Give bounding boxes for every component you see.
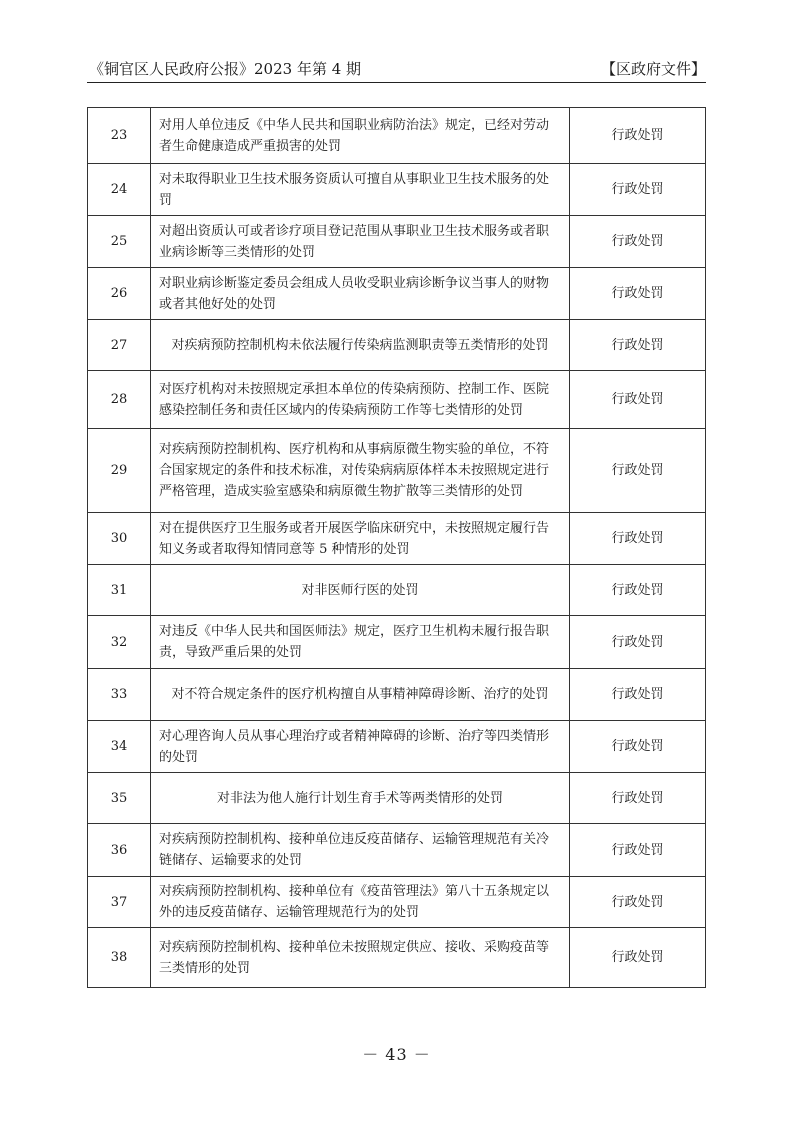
item-number: 28 xyxy=(88,371,151,429)
item-description: 对未取得职业卫生技术服务资质认可擅自从事职业卫生技术服务的处罚 xyxy=(159,171,550,208)
item-description: 对疾病预防控制机构、接种单位未按照规定供应、接收、采购疫苗等三类情形的处罚 xyxy=(159,939,550,976)
item-description-cell xyxy=(151,824,570,877)
item-description-cell xyxy=(151,721,570,773)
item-number: 35 xyxy=(88,773,151,824)
item-description: 对疾病预防控制机构未依法履行传染病监测职责等五类情形的处罚 xyxy=(171,337,549,353)
item-number: 33 xyxy=(88,669,151,721)
item-type: 行政处罚 xyxy=(570,928,706,988)
item-description-cell xyxy=(151,268,570,320)
item-type: 行政处罚 xyxy=(570,164,706,216)
table-row xyxy=(88,565,706,616)
table-row xyxy=(88,513,706,565)
table-row xyxy=(88,928,706,988)
item-description: 对疾病预防控制机构、接种单位违反疫苗储存、运输管理规范有关冷链储存、运输要求的处罚 xyxy=(159,832,550,868)
table-row xyxy=(88,669,706,721)
item-type: 行政处罚 xyxy=(570,371,706,429)
item-number: 25 xyxy=(88,216,151,268)
item-number: 36 xyxy=(88,824,151,877)
item-number: 34 xyxy=(88,721,151,773)
item-description-cell xyxy=(151,565,570,616)
item-description-cell xyxy=(151,320,570,371)
item-type: 行政处罚 xyxy=(570,669,706,721)
table-row xyxy=(88,371,706,429)
item-type: 行政处罚 xyxy=(570,616,706,669)
item-description-cell xyxy=(151,669,570,721)
item-type: 行政处罚 xyxy=(570,877,706,928)
item-description: 对职业病诊断鉴定委员会组成人员收受职业病诊断争议当事人的财物或者其他好处的处罚 xyxy=(159,275,550,312)
item-number: 26 xyxy=(88,268,151,320)
table-row xyxy=(88,429,706,513)
item-number: 32 xyxy=(88,616,151,669)
item-description: 对疾病预防控制机构、医疗机构和从事病原微生物实验的单位，不符合国家规定的条件和技术标准，对传染病病原体样本未按照规定进行严格管理，造成实验室感染和病原微生物扩散等三类情形的处罚 xyxy=(159,442,550,499)
item-number: 31 xyxy=(88,565,151,616)
item-type: 行政处罚 xyxy=(570,773,706,824)
item-description: 对疾病预防控制机构、接种单位有《疫苗管理法》第八十五条规定以外的违反疫苗储存、运输管理规范行为的处罚 xyxy=(159,884,550,920)
item-description-cell xyxy=(151,371,570,429)
table-row xyxy=(88,877,706,928)
item-description-cell xyxy=(151,429,570,513)
item-description: 对医疗机构对未按照规定承担本单位的传染病预防、控制工作、医院感染控制任务和责任区域内的传染病预防工作等七类情形的处罚 xyxy=(159,381,550,418)
item-description: 对在提供医疗卫生服务或者开展医学临床研究中，未按照规定履行告知义务或者取得知情同意等 5 种情形的处罚 xyxy=(159,520,550,557)
section-label: 【区政府文件】 xyxy=(600,60,706,78)
header-divider xyxy=(87,82,706,83)
table-row xyxy=(88,721,706,773)
item-number: 37 xyxy=(88,877,151,928)
item-description: 对违反《中华人民共和国医师法》规定，医疗卫生机构未履行报告职责，导致严重后果的处罚 xyxy=(159,624,550,660)
bulletin-title: 《铜官区人民政府公报》2023 年第 4 期 xyxy=(89,60,362,78)
item-number: 30 xyxy=(88,513,151,565)
item-description-cell xyxy=(151,108,570,164)
item-type: 行政处罚 xyxy=(570,320,706,371)
item-description: 对心理咨询人员从事心理治疗或者精神障碍的诊断、治疗等四类情形的处罚 xyxy=(159,728,550,765)
item-description-cell xyxy=(151,928,570,988)
item-type: 行政处罚 xyxy=(570,721,706,773)
item-type: 行政处罚 xyxy=(570,824,706,877)
page-number: － 43 － xyxy=(362,1045,431,1064)
item-number: 27 xyxy=(88,320,151,371)
item-type: 行政处罚 xyxy=(570,108,706,164)
item-type: 行政处罚 xyxy=(570,565,706,616)
penalty-table xyxy=(87,107,706,988)
item-description-cell xyxy=(151,877,570,928)
table-row xyxy=(88,824,706,877)
item-description-cell xyxy=(151,164,570,216)
item-description: 对不符合规定条件的医疗机构擅自从事精神障碍诊断、治疗的处罚 xyxy=(171,687,549,702)
item-description-cell xyxy=(151,216,570,268)
table-row xyxy=(88,773,706,824)
item-number: 24 xyxy=(88,164,151,216)
item-number: 38 xyxy=(88,928,151,988)
item-type: 行政处罚 xyxy=(570,513,706,565)
item-type: 行政处罚 xyxy=(570,268,706,320)
item-description: 对非法为他人施行计划生育手术等两类情形的处罚 xyxy=(216,790,503,806)
item-type: 行政处罚 xyxy=(570,216,706,268)
item-description: 对超出资质认可或者诊疗项目登记范围从事职业卫生技术服务或者职业病诊断等三类情形的处罚 xyxy=(159,223,550,260)
item-number: 23 xyxy=(88,108,151,164)
item-type: 行政处罚 xyxy=(570,429,706,513)
item-description-cell xyxy=(151,513,570,565)
table-row xyxy=(88,616,706,669)
table-row xyxy=(88,164,706,216)
item-description: 对用人单位违反《中华人民共和国职业病防治法》规定，已经对劳动者生命健康造成严重损害的处罚 xyxy=(159,117,550,154)
page-header xyxy=(87,58,706,80)
item-number: 29 xyxy=(88,429,151,513)
table-row xyxy=(88,320,706,371)
item-description-cell xyxy=(151,616,570,669)
table-row xyxy=(88,216,706,268)
item-description: 对非医师行医的处罚 xyxy=(301,582,419,598)
table-row xyxy=(88,268,706,320)
table-row xyxy=(88,108,706,164)
item-description-cell xyxy=(151,773,570,824)
